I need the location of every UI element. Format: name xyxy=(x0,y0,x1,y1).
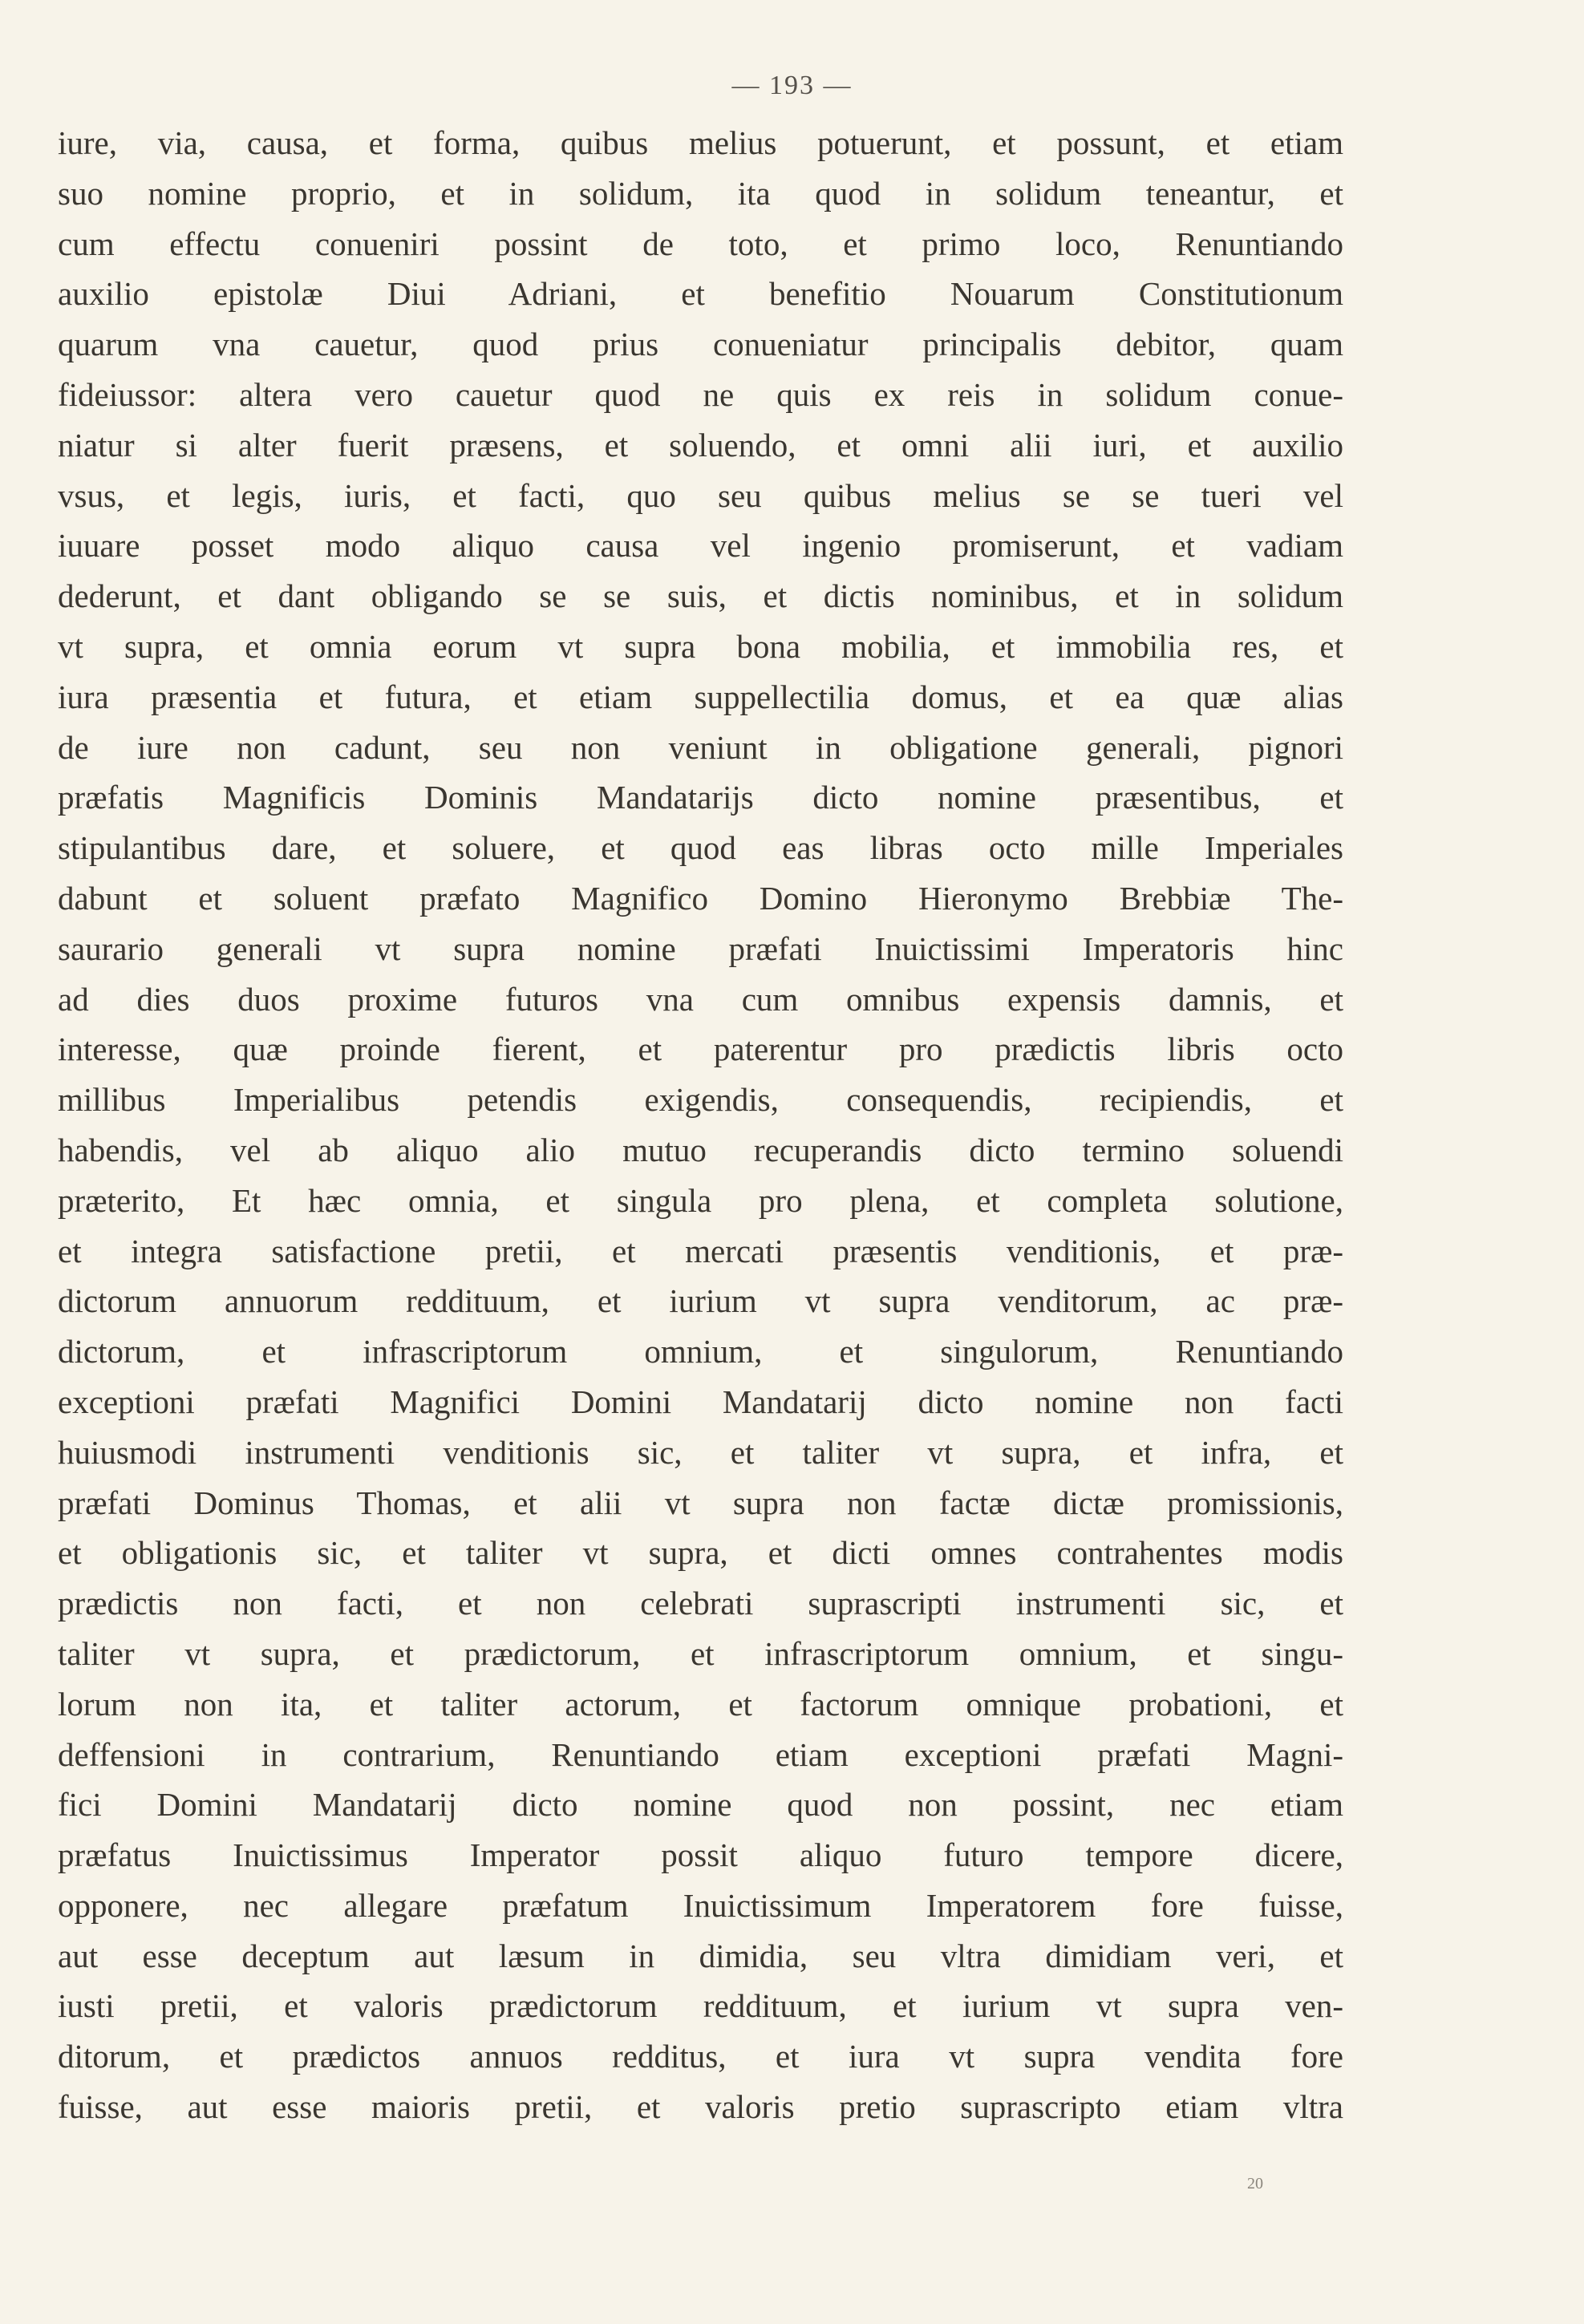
text-line: iuuare posset modo aliquo causa vel ingenio promiserunt, et vadiam xyxy=(58,527,1343,565)
text-line: lorum non ita, et taliter actorum, et factorum omnique probationi, et xyxy=(58,1685,1343,1723)
text-line: dederunt, et dant obligando se se suis, et dictis nominibus, et in solidum xyxy=(58,577,1343,615)
text-line: ditorum, et prædictos annuos redditus, et iura vt supra vendita fore xyxy=(58,2038,1343,2075)
text-line: dictorum annuorum reddituum, et iurium vt supra venditorum, ac præ- xyxy=(58,1282,1343,1320)
text-line: millibus Imperialibus petendis exigendis, consequendis, recipiendis, et xyxy=(58,1081,1343,1119)
text-line: vt supra, et omnia eorum vt supra bona mobilia, et immobilia res, et xyxy=(58,627,1343,665)
text-line: opponere, nec allegare præfatum Inuictissimum Imperatorem fore fuisse, xyxy=(58,1886,1343,1924)
text-line: præfati Dominus Thomas, et alii vt supra non factæ dictæ promissionis, xyxy=(58,1484,1343,1521)
text-line: de iure non cadunt, seu non veniunt in obligatione generali, pignori xyxy=(58,728,1343,766)
text-line: dabunt et soluent præfato Magnifico Domino Hieronymo Brebbiæ The- xyxy=(58,879,1343,917)
text-line: habendis, vel ab aliquo alio mutuo recuperandis dicto termino soluendi xyxy=(58,1131,1343,1168)
text-line: stipulantibus dare, et soluere, et quod eas libras octo mille Imperiales xyxy=(58,829,1343,867)
text-line: huiusmodi instrumenti venditionis sic, et taliter vt supra, et infra, et xyxy=(58,1433,1343,1471)
text-line: vsus, et legis, iuris, et facti, quo seu quibus melius se se tueri vel xyxy=(58,476,1343,514)
text-line: præfatis Magnificis Dominis Mandatarijs dicto nomine præsentibus, et xyxy=(58,779,1343,816)
text-line: fuisse, aut esse maioris pretii, et valoris pretio suprascripto etiam vltra xyxy=(58,2088,1343,2126)
text-line: niatur si alter fuerit præsens, et soluendo, et omni alii iuri, et auxilio xyxy=(58,426,1343,464)
text-line: aut esse deceptum aut læsum in dimidia, seu vltra dimidiam veri, et xyxy=(58,1937,1343,1974)
page-header: — 193 — xyxy=(731,71,853,100)
text-line: et obligationis sic, et taliter vt supra, et dicti omnes contrahentes modis xyxy=(58,1534,1343,1572)
body-text xyxy=(58,118,1343,2132)
text-line: suo nomine proprio, et in solidum, ita quod in solidum teneantur, et xyxy=(58,174,1343,212)
text-line: prædictis non facti, et non celebrati suprascripti instrumenti sic, et xyxy=(58,1585,1343,1622)
text-line: taliter vt supra, et prædictorum, et infrascriptorum omnium, et singu- xyxy=(58,1634,1343,1672)
text-line: interesse, quæ proinde fierent, et paterentur pro prædictis libris octo xyxy=(58,1030,1343,1068)
text-line: ad dies duos proxime futuros vna cum omnibus expensis damnis, et xyxy=(58,980,1343,1018)
text-line: cum effectu conueniri possint de toto, et primo loco, Renuntiando xyxy=(58,225,1343,262)
text-line: deffensioni in contrarium, Renuntiando etiam exceptioni præfati Magni- xyxy=(58,1735,1343,1773)
text-line: exceptioni præfati Magnifici Domini Mandatarij dicto nomine non facti xyxy=(58,1383,1343,1420)
text-line: et integra satisfactione pretii, et mercati præsentis venditionis, et præ- xyxy=(58,1232,1343,1269)
signature-mark: 20 xyxy=(1247,2175,1263,2192)
text-line: iusti pretii, et valoris prædictorum reddituum, et iurium vt supra ven- xyxy=(58,1987,1343,2025)
text-line: quarum vna cauetur, quod prius conueniatur principalis debitor, quam xyxy=(58,326,1343,363)
text-line: saurario generali vt supra nomine præfati Inuictissimi Imperatoris hinc xyxy=(58,929,1343,967)
text-line: iura præsentia et futura, et etiam suppellectilia domus, et ea quæ alias xyxy=(58,678,1343,715)
text-line: iure, via, causa, et forma, quibus melius potuerunt, et possunt, et etiam xyxy=(58,124,1343,161)
text-line: præterito, Et hæc omnia, et singula pro plena, et completa solutione, xyxy=(58,1181,1343,1219)
text-line: dictorum, et infrascriptorum omnium, et singulorum, Renuntiando xyxy=(58,1333,1343,1371)
text-line: præfatus Inuictissimus Imperator possit aliquo futuro tempore dicere, xyxy=(58,1836,1343,1874)
text-line: fici Domini Mandatarij dicto nomine quod non possint, nec etiam xyxy=(58,1786,1343,1824)
text-line: auxilio epistolæ Diui Adriani, et benefitio Nouarum Constitutionum xyxy=(58,275,1343,313)
text-line: fideiussor: altera vero cauetur quod ne quis ex reis in solidum conue- xyxy=(58,375,1343,413)
